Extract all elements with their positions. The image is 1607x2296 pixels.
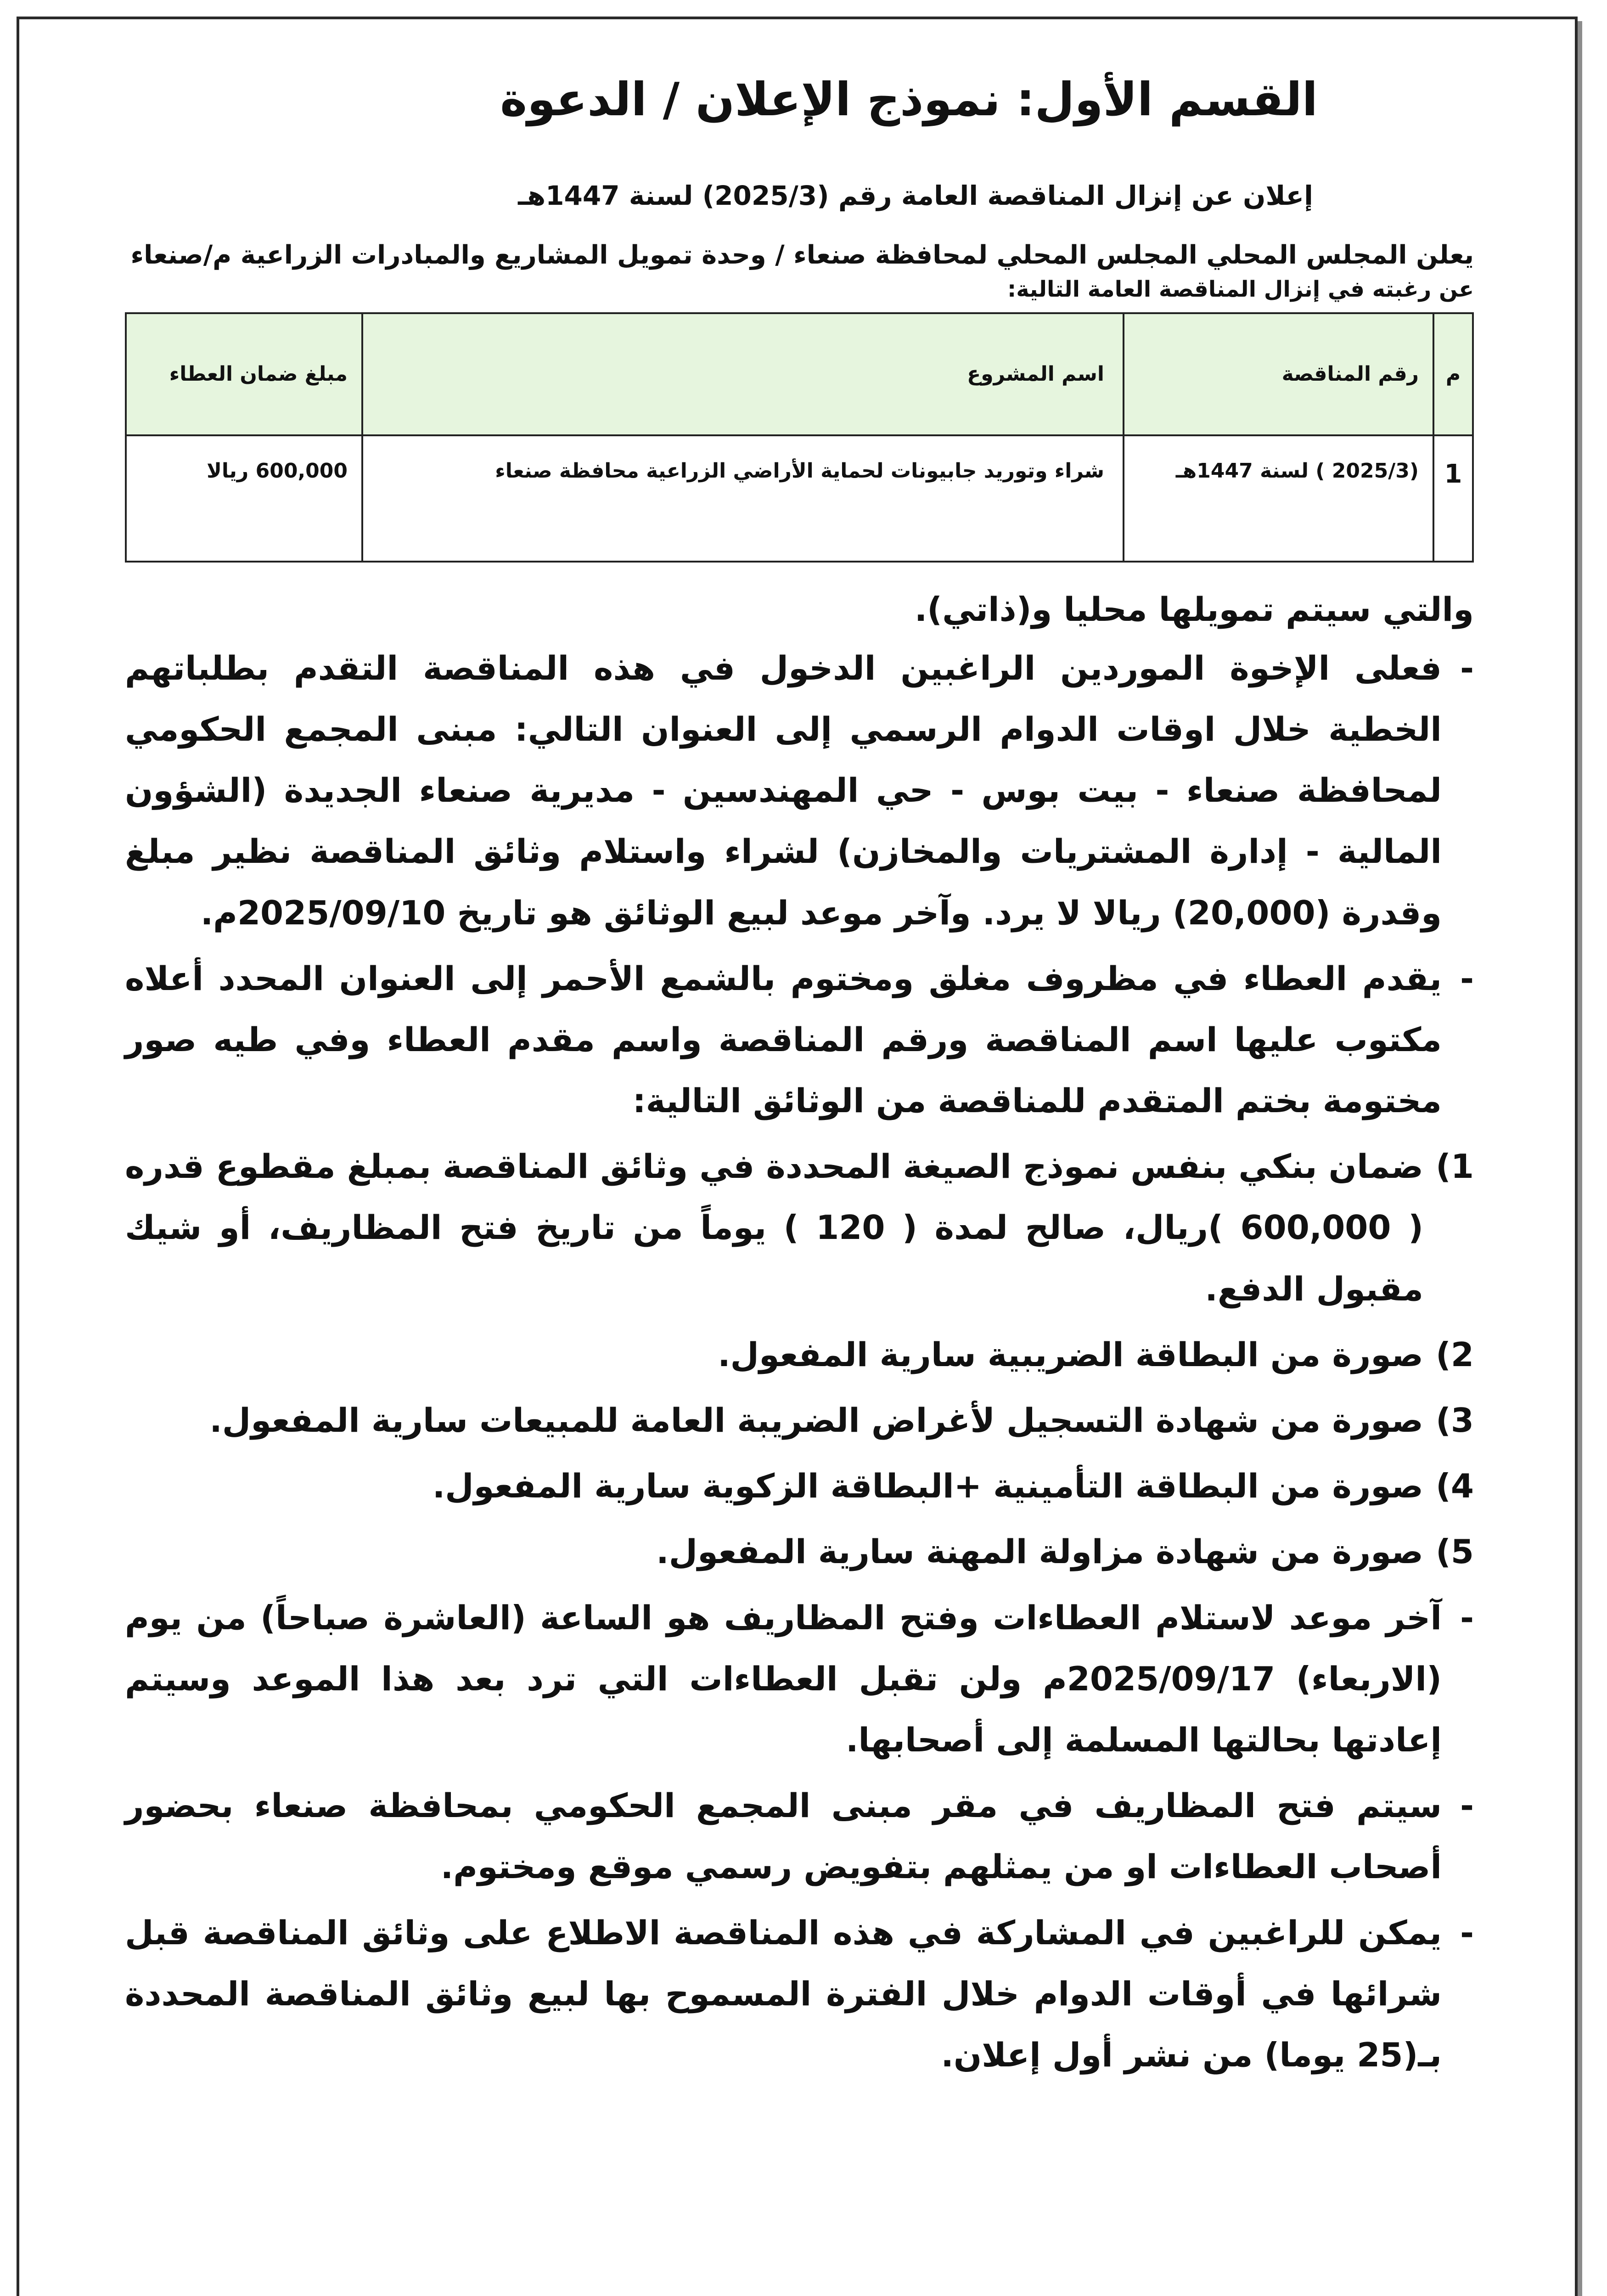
document-page <box>17 17 1578 2296</box>
funding-note: والتي سيتم تمويلها محليا و(ذاتي). <box>914 590 1474 629</box>
cell-num: 1 <box>1433 435 1473 562</box>
header-num: م <box>1433 313 1473 435</box>
item-text: صورة من البطاقة التأمينية +البطاقة الزكوية سارية المفعول. <box>432 1467 1423 1506</box>
header-tender-number: رقم المناقصة <box>1124 313 1433 435</box>
list-item <box>125 1521 1474 1582</box>
paragraph-envelope <box>125 948 1474 1132</box>
paragraph-submission <box>125 638 1474 944</box>
cell-project-name: شراء وتوريد جابيونات لحماية الأراضي الزراعية محافظة صنعاء <box>362 435 1124 562</box>
list-item <box>125 1456 1474 1517</box>
item-number: 1) <box>1435 1147 1474 1186</box>
paragraph-text: فعلى الإخوة الموردين الراغبين الدخول في هذه المناقصة التقدم بطلباتهم الخطية خلال اوقات الدوام الرسمي إلى العنوان التالي: مبنى المجمع الحكومي لمحافظة صنعاء - بيت بوس - حي المهندسين - مديرية صنعاء الجديدة (الشؤون المالية - إدارة المشتريات والمخازن) لشراء واستلام وثائق المناقصة نظير مبلغ وقدرة (20,000) ريالا لا يرد. وآخر موعد لبيع الوثائق هو تاريخ 2025/09/10م. <box>125 648 1442 932</box>
table-row <box>126 435 1473 562</box>
item-number: 3) <box>1435 1401 1474 1440</box>
header-project-name: اسم المشروع <box>362 313 1124 435</box>
bullet-dash: - <box>1460 1913 1474 1952</box>
list-item <box>125 1324 1474 1385</box>
item-number: 4) <box>1435 1467 1474 1506</box>
paragraph-review <box>125 1902 1474 2086</box>
tender-table <box>125 312 1474 563</box>
document-content <box>125 74 1474 2090</box>
paragraph-text: آخر موعد لاستلام العطاءات وفتح المظاريف هو الساعة (العاشرة صباحاً) من يوم (الاربعاء) 2025/09/17م ولن تقبل العطاءات التي ترد بعد هذا الموعد وسيتم إعادتها بحالتها المسلمة إلى أصحابها. <box>125 1598 1442 1759</box>
bullet-dash: - <box>1460 959 1474 998</box>
tender-table-header-row <box>126 313 1473 435</box>
item-text: صورة من البطاقة الضريبية سارية المفعول. <box>718 1335 1423 1374</box>
paragraph-opening <box>125 1775 1474 1897</box>
bullet-dash: - <box>1460 648 1474 687</box>
bullet-dash: - <box>1460 1598 1474 1637</box>
paragraph-text: سيتم فتح المظاريف في مقر مبنى المجمع الحكومي بمحافظة صنعاء بحضور أصحاب العطاءات او من يمثلهم بتفويض رسمي موقع ومختوم. <box>125 1786 1442 1886</box>
intro-line: يعلن المجلس المحلي المجلس المحلي لمحافظة صنعاء / وحدة تمويل المشاريع والمبادرات الزراعية م/صنعاء <box>130 240 1474 270</box>
list-item <box>125 1136 1474 1320</box>
intro-line-2: عن رغبته في إنزال المناقصة العامة التالية: <box>1007 276 1474 303</box>
item-text: صورة من شهادة التسجيل لأغراض الضريبة العامة للمبيعات سارية المفعول. <box>209 1401 1423 1440</box>
announcement-title: إعلان عن إنزال المناقصة العامة رقم (2025/3) لسنة 1447هـ <box>518 180 1313 211</box>
item-number: 2) <box>1435 1335 1474 1374</box>
header-guarantee-amount: مبلغ ضمان العطاء <box>126 313 362 435</box>
item-text: صورة من شهادة مزاولة المهنة سارية المفعول. <box>656 1532 1423 1571</box>
paragraph-text: يمكن للراغبين في المشاركة في هذه المناقصة الاطلاع على وثائق المناقصة قبل شرائها في أوقات الدوام خلال الفترة المسموح بها لبيع وثائق المناقصة المحددة بـ(25 يوما) من نشر أول إعلان. <box>125 1913 1442 2074</box>
paragraph-text: يقدم العطاء في مظروف مغلق ومختوم بالشمع الأحمر إلى العنوان المحدد أعلاه مكتوب عليها اسم المناقصة ورقم المناقصة واسم مقدم العطاء وفي طيه صور مختومة بختم المتقدم للمناقصة من الوثائق التالية: <box>125 959 1442 1120</box>
item-number: 5) <box>1435 1532 1474 1571</box>
paragraph-deadline <box>125 1587 1474 1771</box>
item-text: ضمان بنكي بنفس نموذج الصيغة المحددة في وثائق المناقصة بمبلغ مقطوع قدره ( 600,000 )ريال، صالح لمدة ( 120 ) يوماً من تاريخ فتح المظاريف، أو شيك مقبول الدفع. <box>125 1147 1423 1308</box>
cell-guarantee-amount: 600,000 ريالا <box>126 435 362 562</box>
bullet-dash: - <box>1460 1786 1474 1825</box>
list-item <box>125 1390 1474 1451</box>
section-title: القسم الأول: نموذج الإعلان / الدعوة <box>500 73 1318 126</box>
cell-tender-number: (2025/3 ) لسنة 1447هـ <box>1124 435 1433 562</box>
